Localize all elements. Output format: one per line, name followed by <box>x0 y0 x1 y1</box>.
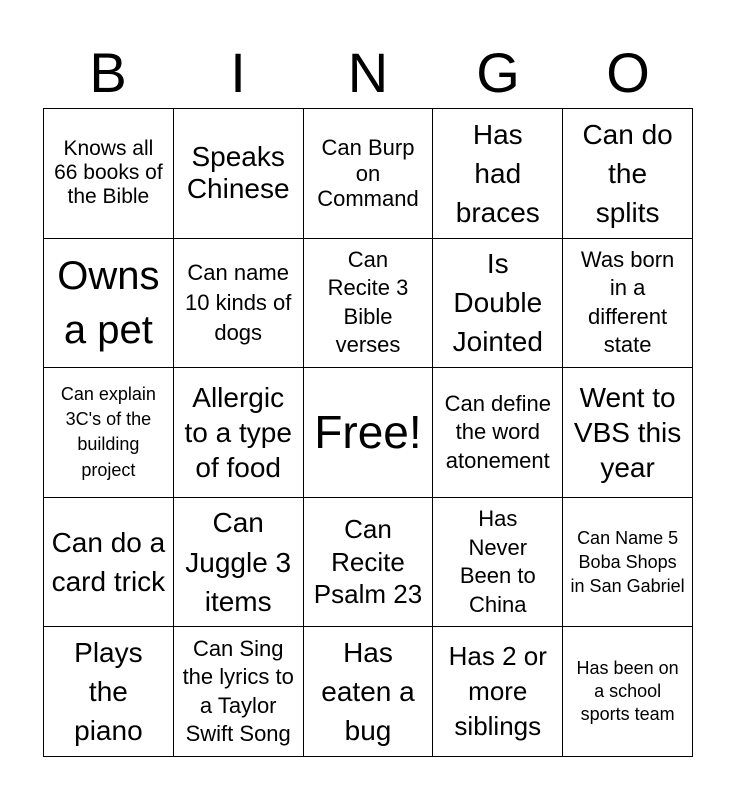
bingo-cell[interactable] <box>433 109 563 239</box>
cell-text: Plays the piano <box>74 636 143 747</box>
bingo-cell[interactable] <box>304 368 434 498</box>
cell-text: Can do a card trick <box>51 526 166 598</box>
bingo-cell[interactable] <box>433 498 563 628</box>
cell-text: Has eaten a bug <box>321 636 415 747</box>
bingo-cell[interactable] <box>563 368 693 498</box>
cell-text: Went to VBS this year <box>573 381 682 483</box>
bingo-cell[interactable] <box>563 498 693 628</box>
header-letter-g: G <box>476 41 520 104</box>
cell-text: Can name 10 kinds of dogs <box>184 260 292 345</box>
cell-text: Has had braces <box>455 118 540 228</box>
header-letter-o: O <box>606 41 650 104</box>
bingo-cell[interactable] <box>433 239 563 369</box>
bingo-cell[interactable] <box>44 627 174 757</box>
cell-text: Has 2 or more siblings <box>448 641 547 742</box>
cell-text: Can define the word atonement <box>444 390 551 473</box>
bingo-cell[interactable] <box>304 109 434 239</box>
bingo-cell[interactable] <box>44 109 174 239</box>
bingo-cell[interactable] <box>563 239 693 369</box>
header-letter-b: B <box>89 41 127 104</box>
bingo-cell[interactable] <box>44 239 174 369</box>
cell-text: Can explain 3C's of the building project <box>60 384 156 480</box>
cell-text: Can Burp on Command <box>317 135 419 211</box>
bingo-cell[interactable] <box>174 109 304 239</box>
bingo-cell[interactable] <box>563 109 693 239</box>
bingo-cell[interactable] <box>174 627 304 757</box>
cell-text: Allergic to a type of food <box>184 381 292 483</box>
cell-text: Owns a pet <box>57 253 160 352</box>
bingo-cell[interactable] <box>174 368 304 498</box>
bingo-cell[interactable] <box>304 239 434 369</box>
header-letter-n: N <box>347 41 389 104</box>
bingo-cell[interactable] <box>44 498 174 628</box>
cell-text: Is Double Jointed <box>452 248 543 358</box>
cell-text: Knows all 66 books of the Bible <box>54 137 163 209</box>
bingo-header <box>43 40 693 106</box>
cell-text: Has Never Been to China <box>459 505 536 617</box>
bingo-cell[interactable] <box>304 498 434 628</box>
cell-text: Speaks Chinese <box>186 141 290 205</box>
free-space-text: Free! <box>314 406 422 459</box>
bingo-cell[interactable] <box>44 368 174 498</box>
bingo-cell[interactable] <box>174 498 304 628</box>
header-letter-i: I <box>230 41 246 104</box>
cell-text: Has been on a school sports team <box>576 657 679 725</box>
bingo-cell[interactable] <box>433 627 563 757</box>
cell-text: Can Sing the lyrics to a Taylor Swift Song <box>182 635 294 747</box>
cell-text: Can do the splits <box>582 118 673 228</box>
bingo-cell[interactable] <box>174 239 304 369</box>
cell-text: Can Juggle 3 items <box>185 507 292 617</box>
cell-text: Can Name 5 Boba Shops in San Gabriel <box>570 527 685 597</box>
bingo-cell[interactable] <box>563 627 693 757</box>
bingo-cell[interactable] <box>433 368 563 498</box>
bingo-board <box>43 108 693 757</box>
cell-text: Can Recite 3 Bible verses <box>327 246 409 358</box>
bingo-cell[interactable] <box>304 627 434 757</box>
cell-text: Was born in a different state <box>580 246 675 358</box>
cell-text: Can Recite Psalm 23 <box>313 514 423 610</box>
